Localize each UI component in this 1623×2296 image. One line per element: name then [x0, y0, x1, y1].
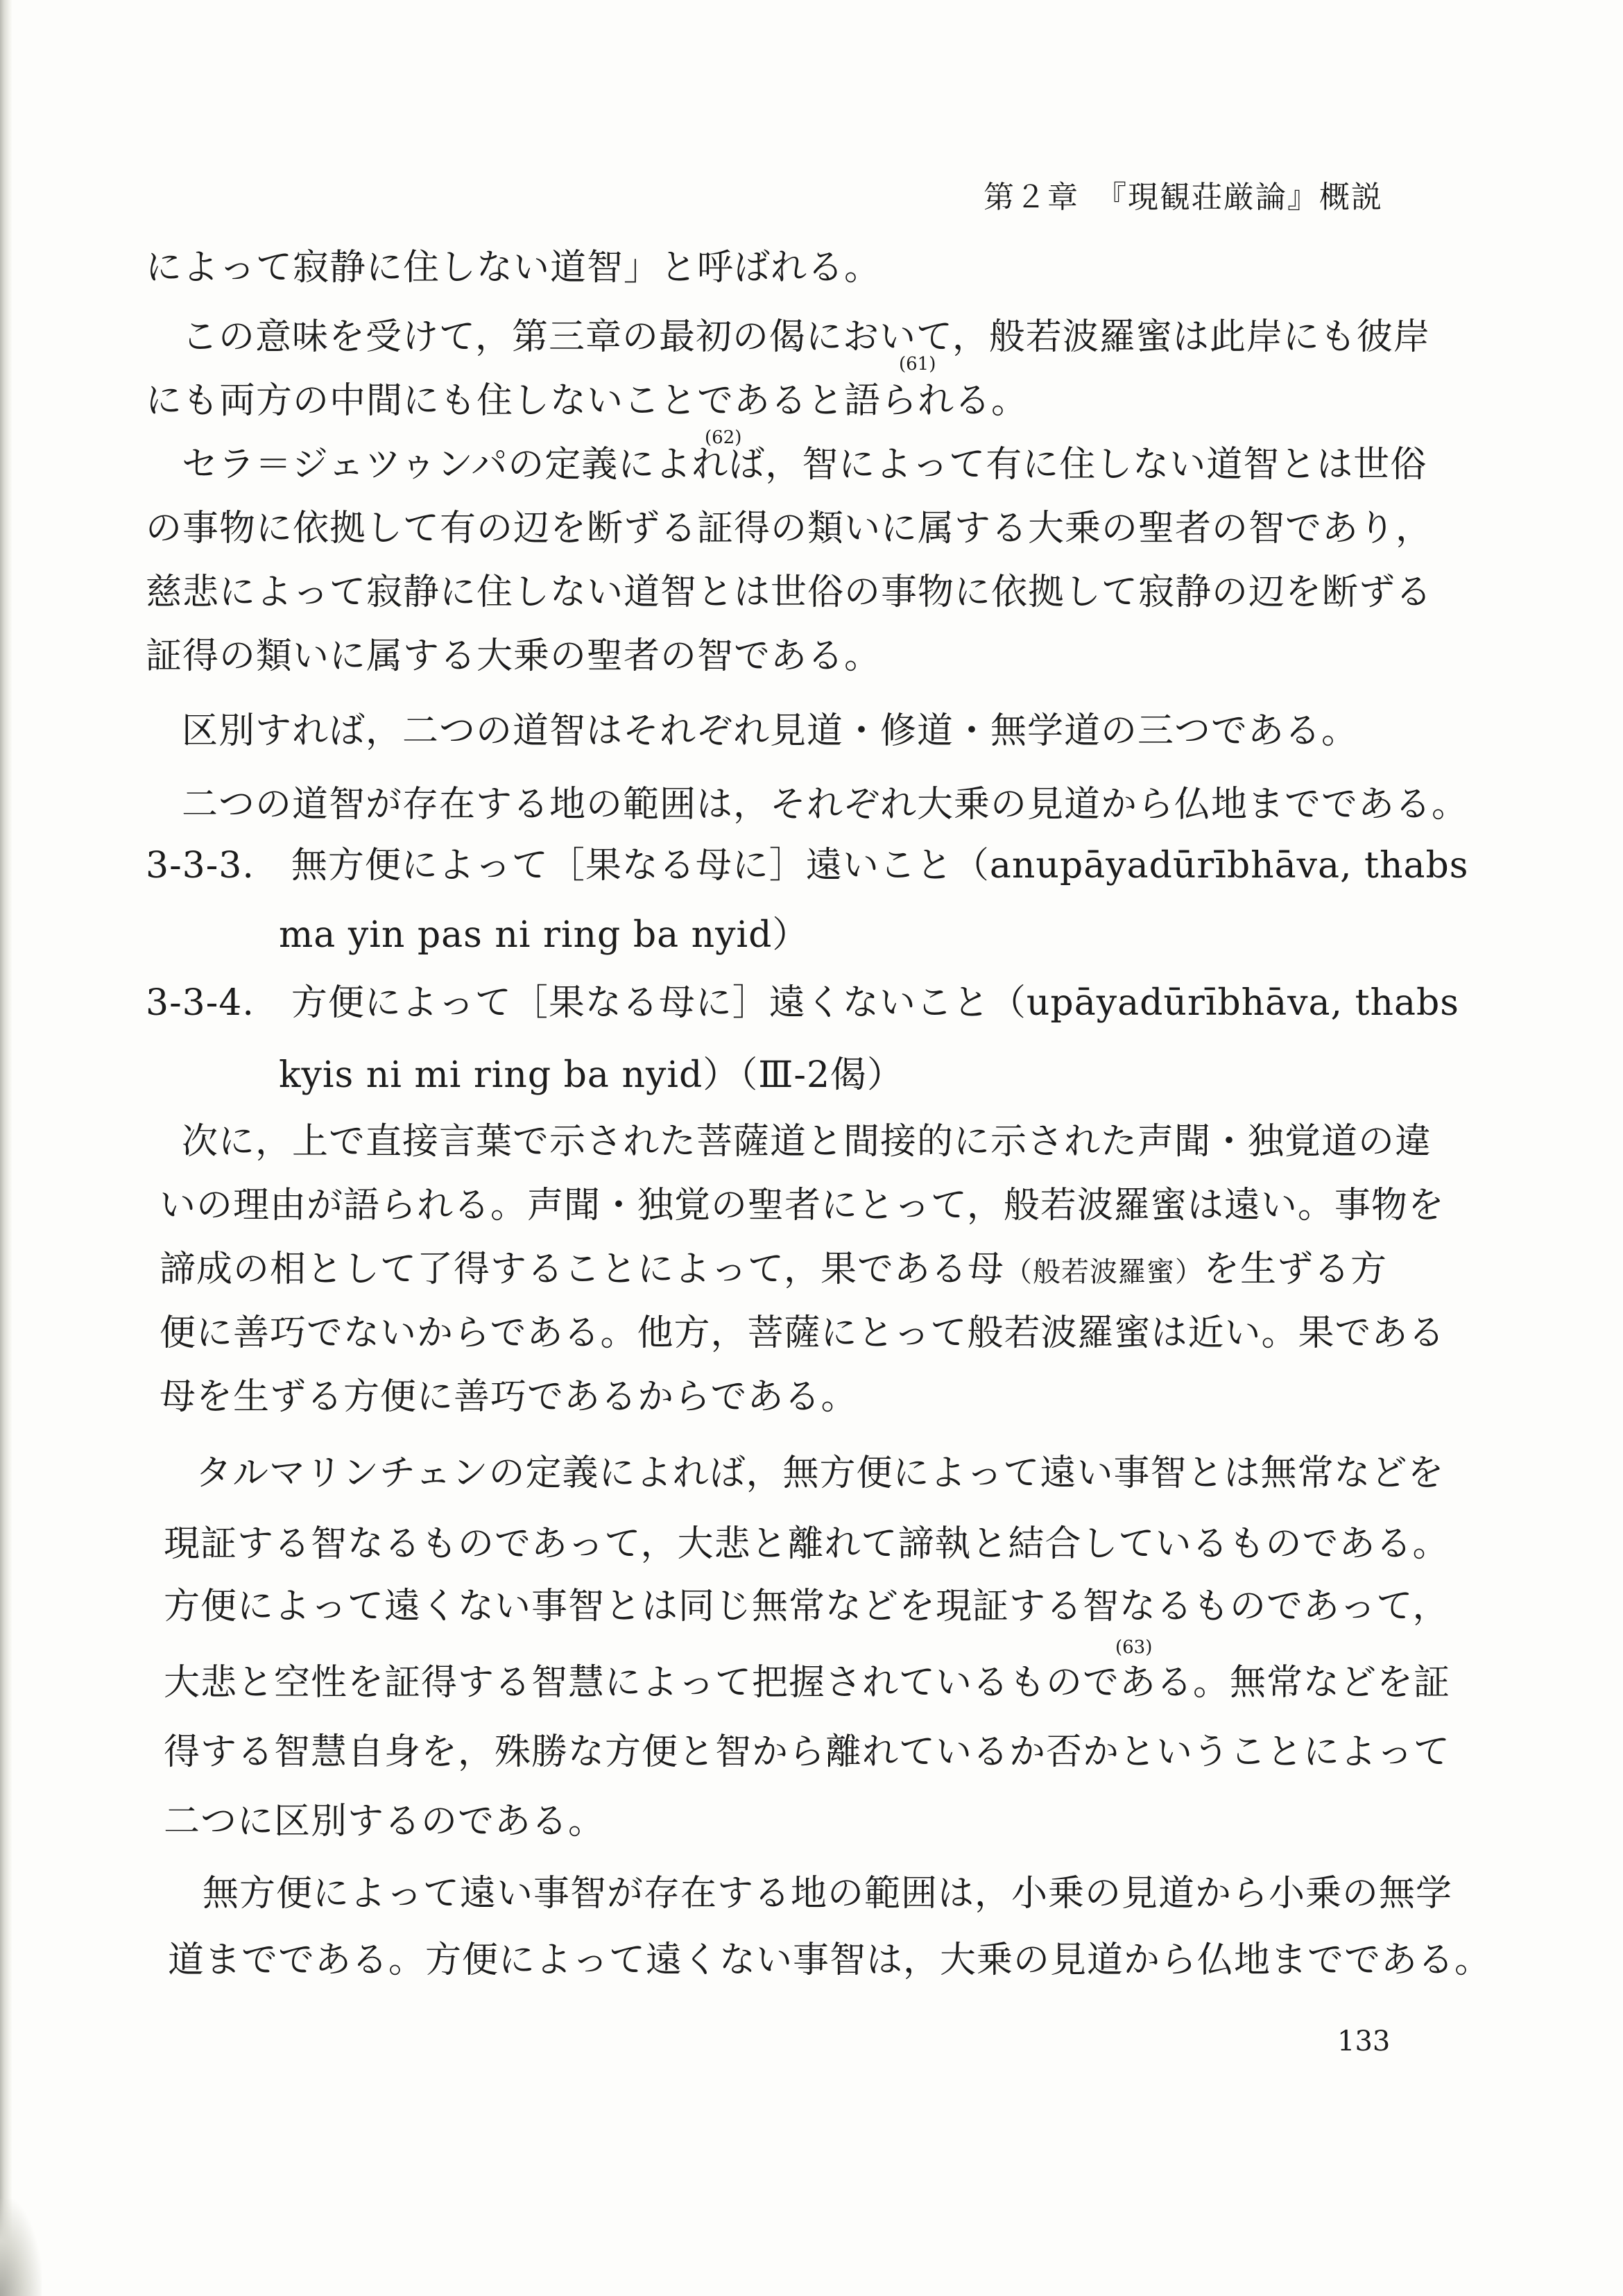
section-heading-cont: ma yin pas ni ring ba nyid）: [279, 914, 809, 956]
text-segment: を生ずる方: [1203, 1249, 1387, 1290]
footnote-ref-61: (61): [899, 354, 936, 375]
text-line: 便に善巧でないからである。他方，菩薩にとって般若波羅蜜は近い。果である: [160, 1312, 1445, 1354]
text-line: この意味を受けて，第三章の最初の偈において，般若波羅蜜は此岸にも彼岸: [182, 316, 1430, 358]
text-line: 区別すれば，二つの道智はそれぞれ見道・修道・無学道の三つである。: [182, 710, 1359, 752]
text-line: 慈悲によって寂静に住しない道智とは世俗の事物に依拠して寂静の辺を断ずる: [146, 572, 1433, 613]
text-line: セラ＝ジェツゥンパの定義によれば，智によって有に住しない道智とは世俗: [182, 444, 1427, 486]
text-line: 母を生ずる方便に善巧であるからである。: [160, 1376, 858, 1418]
text-line: の事物に依拠して有の辺を断ずる証得の類いに属する大乗の聖者の智であり，: [146, 508, 1433, 549]
running-header: 第２章 『現観荘厳論』概説: [984, 180, 1383, 215]
text-line: いの理由が語られる。声聞・独覚の聖者にとって，般若波羅蜜は遠い。事物を: [160, 1185, 1445, 1226]
scan-edge-shadow: [0, 0, 12, 2296]
text-line: 道までである。方便によって遠くない事智は，大乗の見道から仏地までである。: [168, 1939, 1492, 1981]
footnote-ref-63: (63): [1115, 1637, 1153, 1658]
text-line: 次に，上で直接言葉で示された菩薩道と間接的に示された声聞・独覚道の違: [182, 1121, 1432, 1163]
text-segment: 諦成の相として了得することによって，果である母: [160, 1249, 1004, 1290]
text-line: 無方便によって遠い事智が存在する地の範囲は，小乗の見道から小乗の無学: [203, 1873, 1453, 1914]
scan-corner-shadow: [0, 2199, 42, 2296]
text-line: 証得の類いに属する大乗の聖者の智である。: [146, 635, 882, 677]
section-heading-3-3-3: 3-3-3. 無方便によって［果なる母に］遠いこと（anupāyadūrībhāva, thabs: [146, 845, 1469, 886]
text-line: 方便によって遠くない事智とは同じ無常などを現証する智なるものであって，: [164, 1586, 1450, 1627]
text-line: 得する智慧自身を，殊勝な方便と智から離れているか否かということによって: [164, 1731, 1451, 1773]
text-line: 大悲と空性を証得する智慧によって把握されているものである。無常などを証: [164, 1662, 1451, 1704]
page-number: 133: [1337, 2025, 1391, 2057]
text-line: 二つに区別するのである。: [164, 1801, 606, 1842]
text-line: 二つの道智が存在する地の範囲は，それぞれ大乗の見道から仏地までである。: [182, 784, 1469, 825]
text-line: [160, 1249, 1387, 1290]
text-line: にも両方の中間にも住しないことであると語られる。: [146, 380, 1029, 422]
text-segment-gloss: （般若波羅蜜）: [1004, 1256, 1203, 1288]
text-line: 現証する智なるものであって，大悲と離れて諦執と結合しているものである。: [164, 1523, 1450, 1565]
footnote-ref-62: (62): [705, 427, 742, 448]
section-heading-3-3-4: 3-3-4. 方便によって［果なる母に］遠くないこと（upāyadūrībhāva, thabs: [146, 982, 1459, 1024]
section-heading-cont: kyis ni mi ring ba nyid）（Ⅲ-2偈）: [279, 1054, 904, 1096]
text-line: によって寂静に住しない道智」と呼ばれる。: [146, 247, 882, 289]
text-line: タルマリンチェンの定義によれば，無方便によって遠い事智とは無常などを: [196, 1453, 1445, 1494]
